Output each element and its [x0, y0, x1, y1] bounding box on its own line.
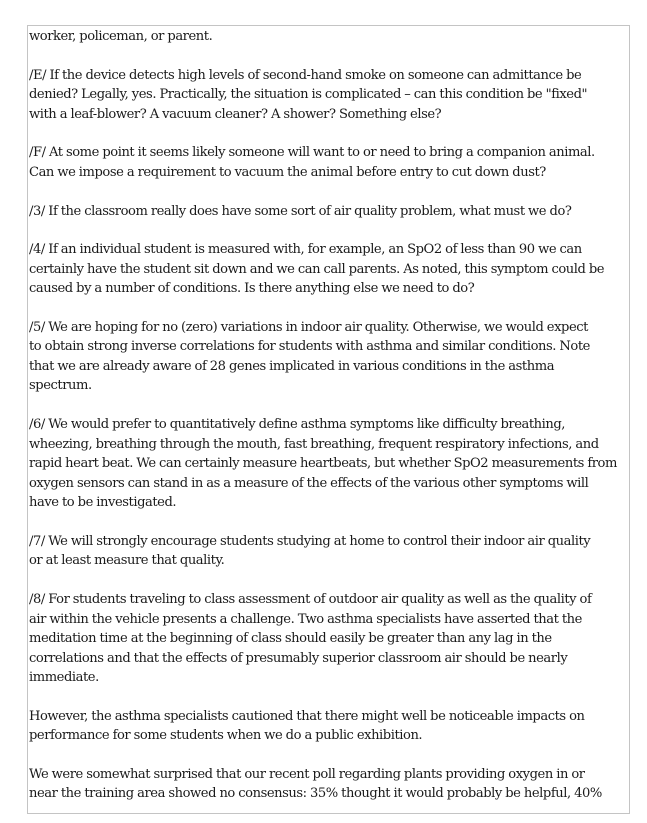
- text-line: have to be investigated.: [29, 495, 177, 511]
- paragraph-f: [29, 143, 630, 182]
- text-line: performance for some students when we do a public exhibition.: [29, 728, 423, 744]
- paragraph-3: [29, 202, 630, 222]
- text-line: that we are already aware of 28 genes implicated in various conditions in the asthma: [29, 358, 555, 374]
- text-line: or at least measure that quality.: [29, 553, 225, 569]
- text-line: /8/ For students traveling to class assessment of outdoor air quality as well as the quality of: [29, 592, 592, 607]
- text-line: caused by a number of conditions. Is there anything else we need to do?: [29, 281, 475, 297]
- text-line: with a leaf-blower? A vacuum cleaner? A shower? Something else?: [29, 106, 442, 122]
- text-line: denied? Legally, yes. Practically, the situation is complicated – can this condition be "fixed": [29, 87, 588, 103]
- text-line: immediate.: [29, 670, 99, 685]
- paragraph-poll: [29, 765, 630, 804]
- paragraph-e: [29, 66, 630, 125]
- text-line: air within the vehicle presents a challenge. Two asthma specialists have asserted that the: [29, 611, 582, 627]
- text-line: meditation time at the beginning of class should easily be greater than any lag in the: [29, 631, 552, 646]
- text-line: /5/ We are hoping for no (zero) variations in indoor air quality. Otherwise, we would expect: [29, 319, 588, 335]
- text-line: /E/ If the device detects high levels of second-hand smoke on someone can admittance be: [29, 67, 582, 83]
- document-page: [27, 25, 630, 814]
- paragraph-5: [29, 318, 630, 396]
- text-line: rapid heart beat. We can certainly measure heartbeats, but whether SpO2 measurements from: [29, 456, 617, 472]
- text-line: /4/ If an individual student is measured with, for example, an SpO2 of less than 90 we can: [29, 242, 582, 258]
- document-body: [29, 27, 630, 814]
- text-line: spectrum.: [29, 378, 92, 394]
- text-line: correlations and that the effects of presumably superior classroom air should be nearly: [29, 650, 568, 666]
- text-line: to obtain strong inverse correlations for students with asthma and similar conditions. Note: [29, 339, 590, 355]
- text-line: Can we impose a requirement to vacuum the animal before entry to cut down dust?: [29, 164, 546, 180]
- text-line: near the training area showed no consensus: 35% thought it would probably be helpful, 40%: [29, 786, 602, 802]
- text-line: However, the asthma specialists cautioned that there might well be noticeable impacts on: [29, 708, 585, 724]
- text-line: We were somewhat surprised that our recent poll regarding plants providing oxygen in or: [29, 766, 585, 782]
- text-line: worker, policeman, or parent.: [29, 29, 213, 44]
- paragraph-6: [29, 415, 630, 513]
- text-line: wheezing, breathing through the mouth, fast breathing, frequent respiratory infections, and: [29, 436, 599, 452]
- paragraph-4: [29, 240, 630, 299]
- paragraph-continuation: [29, 27, 630, 47]
- paragraph-7: [29, 532, 630, 571]
- text-line: /6/ We would prefer to quantitatively define asthma symptoms like difficulty breathing,: [29, 417, 566, 433]
- text-line: /F/ At some point it seems likely someone will want to or need to bring a companion animal.: [29, 145, 595, 161]
- text-line: /7/ We will strongly encourage students studying at home to control their indoor air quality: [29, 533, 591, 549]
- paragraph-8: [29, 590, 630, 688]
- paragraph-however: [29, 707, 630, 746]
- text-line: oxygen sensors can stand in as a measure of the effects of the various other symptoms will: [29, 475, 589, 491]
- text-line: certainly have the student sit down and we can call parents. As noted, this symptom could be: [29, 261, 605, 277]
- text-line: /3/ If the classroom really does have some sort of air quality problem, what must we do?: [29, 203, 572, 219]
